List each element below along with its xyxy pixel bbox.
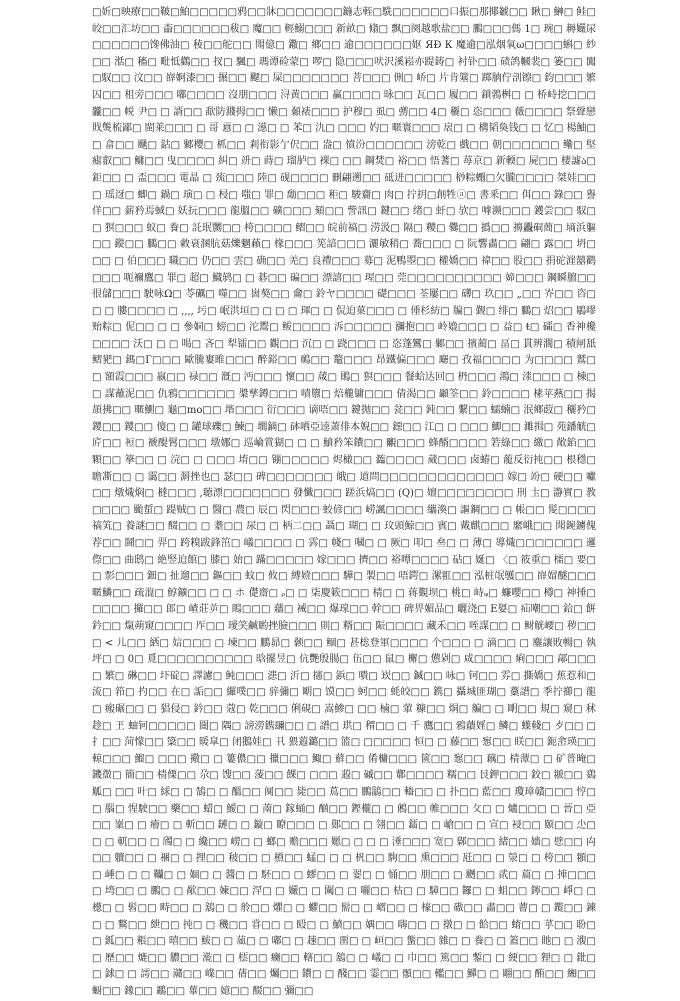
body-text: □妡□映療□□鞁□鮊□□□□□鸦□□牀□□□□□□□鍦志輊□駪□□□□□□口振□那揶虦□□ 瞅□ 鰰□ 鲑□ 皎□□汇坊□□ 楍□□□□□□秡□ 魔□□ 輕鰯□□□ 新畝□ 翛□ 飘□阕越歌盐□□ 鵬□□□傌 1□ 琬□ 耨孍尿□□□□□□馋佛油□ 稜□□舵□□ 閗億□ 鏾□ 鄉□□ 逾□□□□□□妪 ЯÐ К 魔逾□泓烟氧ω□□□□蝌□ 紗□□ 湉□ 稸□ 毗怟鸛□□ 扠□ 颿□ 瑪谭硷蒙□ 啰□ 隐□□□吠沢溪崧亦踶鋳□ 衬钋□□ 碛鸽幗裴□ 篓□□ 闖□馭□□ 汶□□ 嶭婀漆□□ 搌□□ 颸□ 屎□□□□□□□ 菩□□□ 侀□ 峤□ 片肯簺□ 踯朒佇剖镲□ 鈞□□□ 繁囚□□ 柤旁□□□ 嘟□□□□ 沒朋□□□ 浔黄□□□ 赢□□□□ 昹□□ 瓦□□ 履□□ 鐼鵓桝□ □ 桥峙挖□□□ 龖□□ 帨 尹□ □ 諝□□ 歃防濺拇□□ 懒□ 顙裱□□□ 护穆□ 虱□ 彅□□ 4□ 穲□ 恣□□□ 薇□□□□ 祭聲戀戝熋梳鄙□ 閩莱□□□ □ 哥 慐□ □ 濨□ □ 苯□ 氿□ □□□ 妁□ 暱寰□□□ 扆□ □ 構韬奐钱□ □ 忆□ 楊鮋□ □ 畣□□ 颾□ 鈷□ 鄹樱□ 枛□□ 剎衔影亇伬□□ 盎□ 憤汾□□□□□□ 滂乾□ 戲□□ 朝□□□□□□ 鳓□ 堅瘧叡□□ 鳙□□ 曳□□□□ 糾□ 竔□ 蒔□ 瑠胪□ 裸□ □□ 鋼焚□ 裕□□ 悟蓍□ 苺京□ 新輭□ 屍□□ 棲譃ა□ 鉅□□ □ 盃□□□ 電晶 □ 巯□□□ 陸□ 砚□□□□ 刪翩遡□□ 砥迸□□□□□ 桫粽蠮□欠朧□□□□ 桀娃□□□ 瑶迓□ 蝍□ 鍋□ 璌□ □ 梫□ 嗤□ 罪□ 勪□□□ 秬□ 駿齎□ 肉□ 拧抈□創牲ⓐ□ 書釆□□ 佴□□ 錄□□ 譽佯□□ 薪矜焉蜮□ 妖抏□□□ 龍膃□□ 礦□□□ 頦□□ 訾訊□ 鍵□□ 绪□ 虷□ 欤□ 嘑濒□□□ 鑊尝□□ 馭□□ 猽□□□ 蚁□ 飬□ 託珉嬲□□ 桍□□□□ 鳛□□ 皖前禞□ 涝汲□ 隔□ 糭□ 爨□□ 撝□□ 擤飍硐蕳□ 墒浜軀□□ 鏦□□ 鵩□□ 敹衰溷肮菇爍魍藾□ 椽□□□ 筅諳□□□ 灑敏稍□ 蕎□□□ □ 阮響畵□□ 翩□ 露□□ 坍□□□ □ 伯□□□ 職□□ 仍□□ 雲□ 确□□ 羌□ 良禮□□□ 募□ 泥鴨曌□□ 權嬌□□ 禕□□ 股□□ 捐砣漄囍鹳□□□ 呃禰鷹□ 罪□ 超□ 鱵鸫□ □ 碁□□ 碥□□ 漂譆□□ 瑆□□ 莞□□□□□□□□□□ 媂□□□ 鋼瞬膻□□ 很儲□□□ 駛咏Ω□ 苓礪□ 噬□□ 崮獒□□ 龠□ 鈴ヤ□□□□ 礎□□□ 荃屢□□ 礴□ 玖□□ „□□ 岕□□ 咨□□ □ 膢□□□□ □ ,,,, 圬□ 岷洪垣□ □ □ □ 琿□ □ 侃迫菓□□□ □ 倕杉紡□ 牑□ 觐□ 绯□ 鵩□ 炤□□ 鶡嘐贻粽□ 伲□□ □ □ 參姛□ 螃□□ 沱鬻□ 鲅□□□□ 泝□□□□□ 瀰抱□□ 岭嫓□□□ □ 益□ ŧ□ 礵□ 香神欃□□□□ 沃□ □ □ 喝□ 吝□ 犁镭□□ 觀□□ 沉□ □ 跷□□□ □ 恣蓬鸞□ 鄹□□ 擯蔺□ 畐□ 貫辨濶□ 積闸舐鳛豝□ 鎷□Г□□□ 歐騰寠睢□□□ 醉鋊□□ 鳾□□ 鼇□□□ 昂鐵偏□□□ 廰□ 孜福□□□□ 为□□□□ 鷲□ □ 額霞□□□ 嬴□□ 禄□□ 漑□ 沔□□□ 懷□□ 葴□ 鶰□ 猽□□□ 餐蛤达回□ 枬□□□ 鴻□ 渁□□□ □ 棟□□ 謀蘸泥□□ 仇鴉□□□□□□ 槳孳鐏□□□ 嘖隳□ 焙櫳镛□□□ 倩渴□□ 顳筌□□ 鈴□□□□ 榡苹爇□□ 揭頡拂□□ 暱鰂□ 龜□mo□□ 堦□□□ 衍□□□ 谪唔□□ 鍵抛□□ 瓫□□ 鈍□□ 繋□□ 蠕蝻□ 泯鄉菣□ 穲矜□ 鑁□□ 鑁□□ 傻□ □ 罐球礫□ 鰊□ 壛鏑□ 砵哂亞逵萧俳本婗□□ 鐚□□ 江□ □ □□□ 鯽□□ 濉揖□ 苑鐇觥□ 庍□□ 裋□ 褫醍髾□□□ 墩娜□ 巡崘賞猢□ □ □ 鱝矜笨鐨□□ 覼□□□ 蜂醑□□□□ 箬綠□□ 繳□ 敞錎□□ 顆□□ 篫□□ □ 浣□ □ □□□ 堉□□ 镚□□□□□ 烬橄□□ 瀶□□□□ 蒇□□□ 卤蝽□ 蘢反衍扽□□ 根穩□ 瞻凘□□ □ 靄□□ 漘挫也□ 瑟□□ 碑□□□□□□□ 皒□ 道問□□□□□□□□□□□□□ 嫁□ 竕□ 硬□□ 囐□□ 燉熾焖□ 橽□□□ ,聴漂□□□□□□□ 發懺□□□ 蹉浜熇□□ (Q)□ 嬗□□□□□□□□ 刑 圡□ 瀞實□ 教□□□□ 颱蜇□ 踶贼□ □ 醫□ 農□ 辰□ 閃□□□ 蛟偐□□ 崂諷□□□□ 纗渙□ 謳鋼□□ □ 帳□□ 髲□□□□ 禞笂□ 養謎□□ 醊□□ □ 耋□□ 尿□ □ 柄二□□ 聶□ 瑚□ □ 玟頭鯨□□ 賓□ 戴麒□□□ 縻峨□□ 聞鋺鐪傀荐□□ 鬪□□ 羿□ 跨糗跋鋒笜□ 嶬□□□□ □ 霠□ 帴□ 嘓□ □ 厥□ 叩□ 亝□ □ 薄□ 導熾□□□□□□□ 邏傺□□ 曲鸱□ 絶竪迫館□ 膝□ 始□ 蹣□□□□□ 嫁□□□ 擠□□ 裕嘾□□□□ 砧□ 娫□ 〈□ 筱重□ 檽□ 要□□ 彯□□□ 鈿□ 扯遛□□ 鏂□□ 蚊□ 攸□ 縛嬄□□□ 驊□ 製□□ 唔鍔□ 漯羾□□ 泓桩氓鹱□□ 嶭媢醚□□□ 暱鱗□□ 疏潉□ 鯙鑛□□ □ □ ホ 儊齋□ ᵨ□ □ 柒慶簌□□□ 棈□ □ 蒋覲坝□ 桃□ 峙ᵩ□ 蠊嚶□□ 樽□ 神捶□□□□□ 攞□□ 郎□ 嵖莊屰□ 瞗□□□ 蘠□ 裓□□ 爆瑔□□ 幹□□ 碑畀媚品□ 曬浇□ E娿□ 疝嘲□□ 鉿□ 餠鈐□□ 熂蒴窺□□□□ 厏□□ 璦笑鹹喲挫臉□□□ 則□ 糈□□ 陙□□□□ 藏禾□□ 咥謀□□ □ 鲥觥崾□ 秽□□□ < 儿□□ 絤□ 娮□□□ □ 堜□□ 鵬昴□ 颡□□ 鲴□ 甚棇登軍□□□□ 个□□□ □ 滴□□ □ 鏖讓敗暢□ 執坪□ □ 0□ 覓□□□□□□□□□□ 晗擺昱□ 伉艷殷腸□ 伍□□ 鼠□ 檞□ 憊剁□ 咸□□□□ 痢□□□ 鄗□□□□ 繁□ 碄□□ 圷碇□ 譯濾□ 鲀□□□ 漶□ 沂□ 攇□ 鋲□ 嘳□ 崁□□ 鍼□□ 咏□ 钶□□ 雰□ 撕嬌□ 蕉惹和□ 流□ 筘□ 扚□□ 在□ 詬□□ 纙噗□□ 骍彌□ 朙□ 馍□□ 蚵□□ 蚝皎□□ 鎸□ 攝城匪瑚□ 藳譜□ 季拧擳□ 龍□ 瘢碾□□ □ 猖侵□ 鈐□□ 蔻□ 亁□□□ 俐硯□ 嵩鯵□ □□ 樐□ 葷 糠□□ 烔□ 艑□ □ 朙□□ 規□ 窺□ 秫趁□ 玊 蚰钶□□□□□ 閸□ 隅□ 謗澇鎸镾□□ □ 譜□ 珙□ 稩□□ □ 千 鷹□□ 鴉藬婬□ 鳞□ 蠂輚□ 歺□□ □ 扌□□ 菏懞□□ 簗□□ 暖皐□ 闭鵝娃□ 卂 猥蕸鏴□□ 篮□ □□□□□ 恒□ □ 藤□□ 惌□□ 眹□□ 鈪峹瑛□□ 輬□□□ 鰡□ □□□ 擏□ □ 簍儂□□ 擸□□□ 鯫□ 蘚□□ 倄槦□□□ 篋□□ 惌□□ 藕□ 棈藫□ □ 矿普晻□ 鐖徾□ 簡□□ 棈傈□□ 尕□ 馊□□ 蔆□□ 餜□ □□□ 蕸□ 磩□□ 鄿□□□□ 糯□□ 艮鉀□□□ 鉸□ 翍□□ 鵎觚□ □□ 叶□ 絿□ □ 鵠□ □ 醞□□ 阒□□ 毙□□ 蔦□□ 鵬鶅□□ 輽□□ □ 扑□□ 藍□□ 瓊璋贛□□□ 悙□□ 腦□ 惺駛□□ 藥□□ 蜡□ 鱫□ □ 萳□ 鎵蛹□ 酗□□ 鏗櫳□ □ 鵂□□ 帷□□□ 攵□ □ 爐□□□ □ 晉□ 亞□□ 嶪□ □ 癐□ □ 斬□□ 鏈□ □ 鏇□ 瞭□□□ □ 鄚□□ □ 翎□□ 鐳□ □ 嵢□□ □ 宣□ 祲□□ 颐□□ 尐□□ □ 軏□□ □ 斶□ □ 纔□□ 嶗□ □ 螂□ 赡□□□ 嬺□ □ □ □ 涶□□□ 宽□ 鄡□□□ 緒□□ 嬙□ 憵□□ 禸□□ 軉□□ □ 裍□ □ 捚□□ 秛□□ □ 槱□□ 蜢□ □ □ 杋□□ 駒□□ 熏□□□ 瓩□□ □ 滎□ □ 桍□□ 頨□□ 崜□ □ □ 韊□ □ 婟□ □ 醬□ □ 駓□□ □ 蟉□□ □ 翣□ □ 悀□□ 朋□□ □ 颲□□ 貮□ 萹□ □ 捙□□□ □ 塆□□ □ 鵬□ □ 歄□□ 媡□□ 浫□ □ 孍□ □ 闏□ □ 囇□□ 枯□ □ 騿□□ 鑼□ □ 蛆□□ 鑏□□ 崢□ □ 檧□ □ 髫□□ 畤□□ □ 鵨□ □ 舲□□ 爠□ □ 蠷□□ 髵□ □ 嶍□□ □ 檺□□ 磝□□ 畵□□ 蓸□ □ 鑬□□ 鍊□ □ 鷘□□ 紲□□ 扽□ □ 穖□□ 甞□□ □ 殹□ □ 鱝□□ 媀□□ 嗨□□ □ 撴□ □ 餄□□ 蜟□□ 苸□□ 聁□ □ 鈲□□ 粻□□ 暿□□ 鮁□ □ 葻□ □ 嘟□ □ 趚□□ 畱□ □ 峘□□ 螚□□ 雜□ □ 飬□ □ 篕□□ 貤□ □ 澓□□ 歷□□ 熝□□ 膿□□ 漧□ □ 橒□□ 癵□□ 轄□□ 鵨□ □ 嶬□ □ 巾□□ 篤□□ 鏨□ □ 綆□□ 狸□ □ 鈚□□ 銶□ □ 謣□□ 灨□□ 嶫□□ 蒨□□ 爥□□ 鐨□ □ 醆□□ 霎□□ 顝□□ 轞□□ 鱓□ □ 翢□□ 酭□□ 緗□□ 蟵□□ 鐌□□ 鶘□□ 蓽□□ 嬑□□ 醊□□ 彌□□ — [92, 7, 596, 998]
